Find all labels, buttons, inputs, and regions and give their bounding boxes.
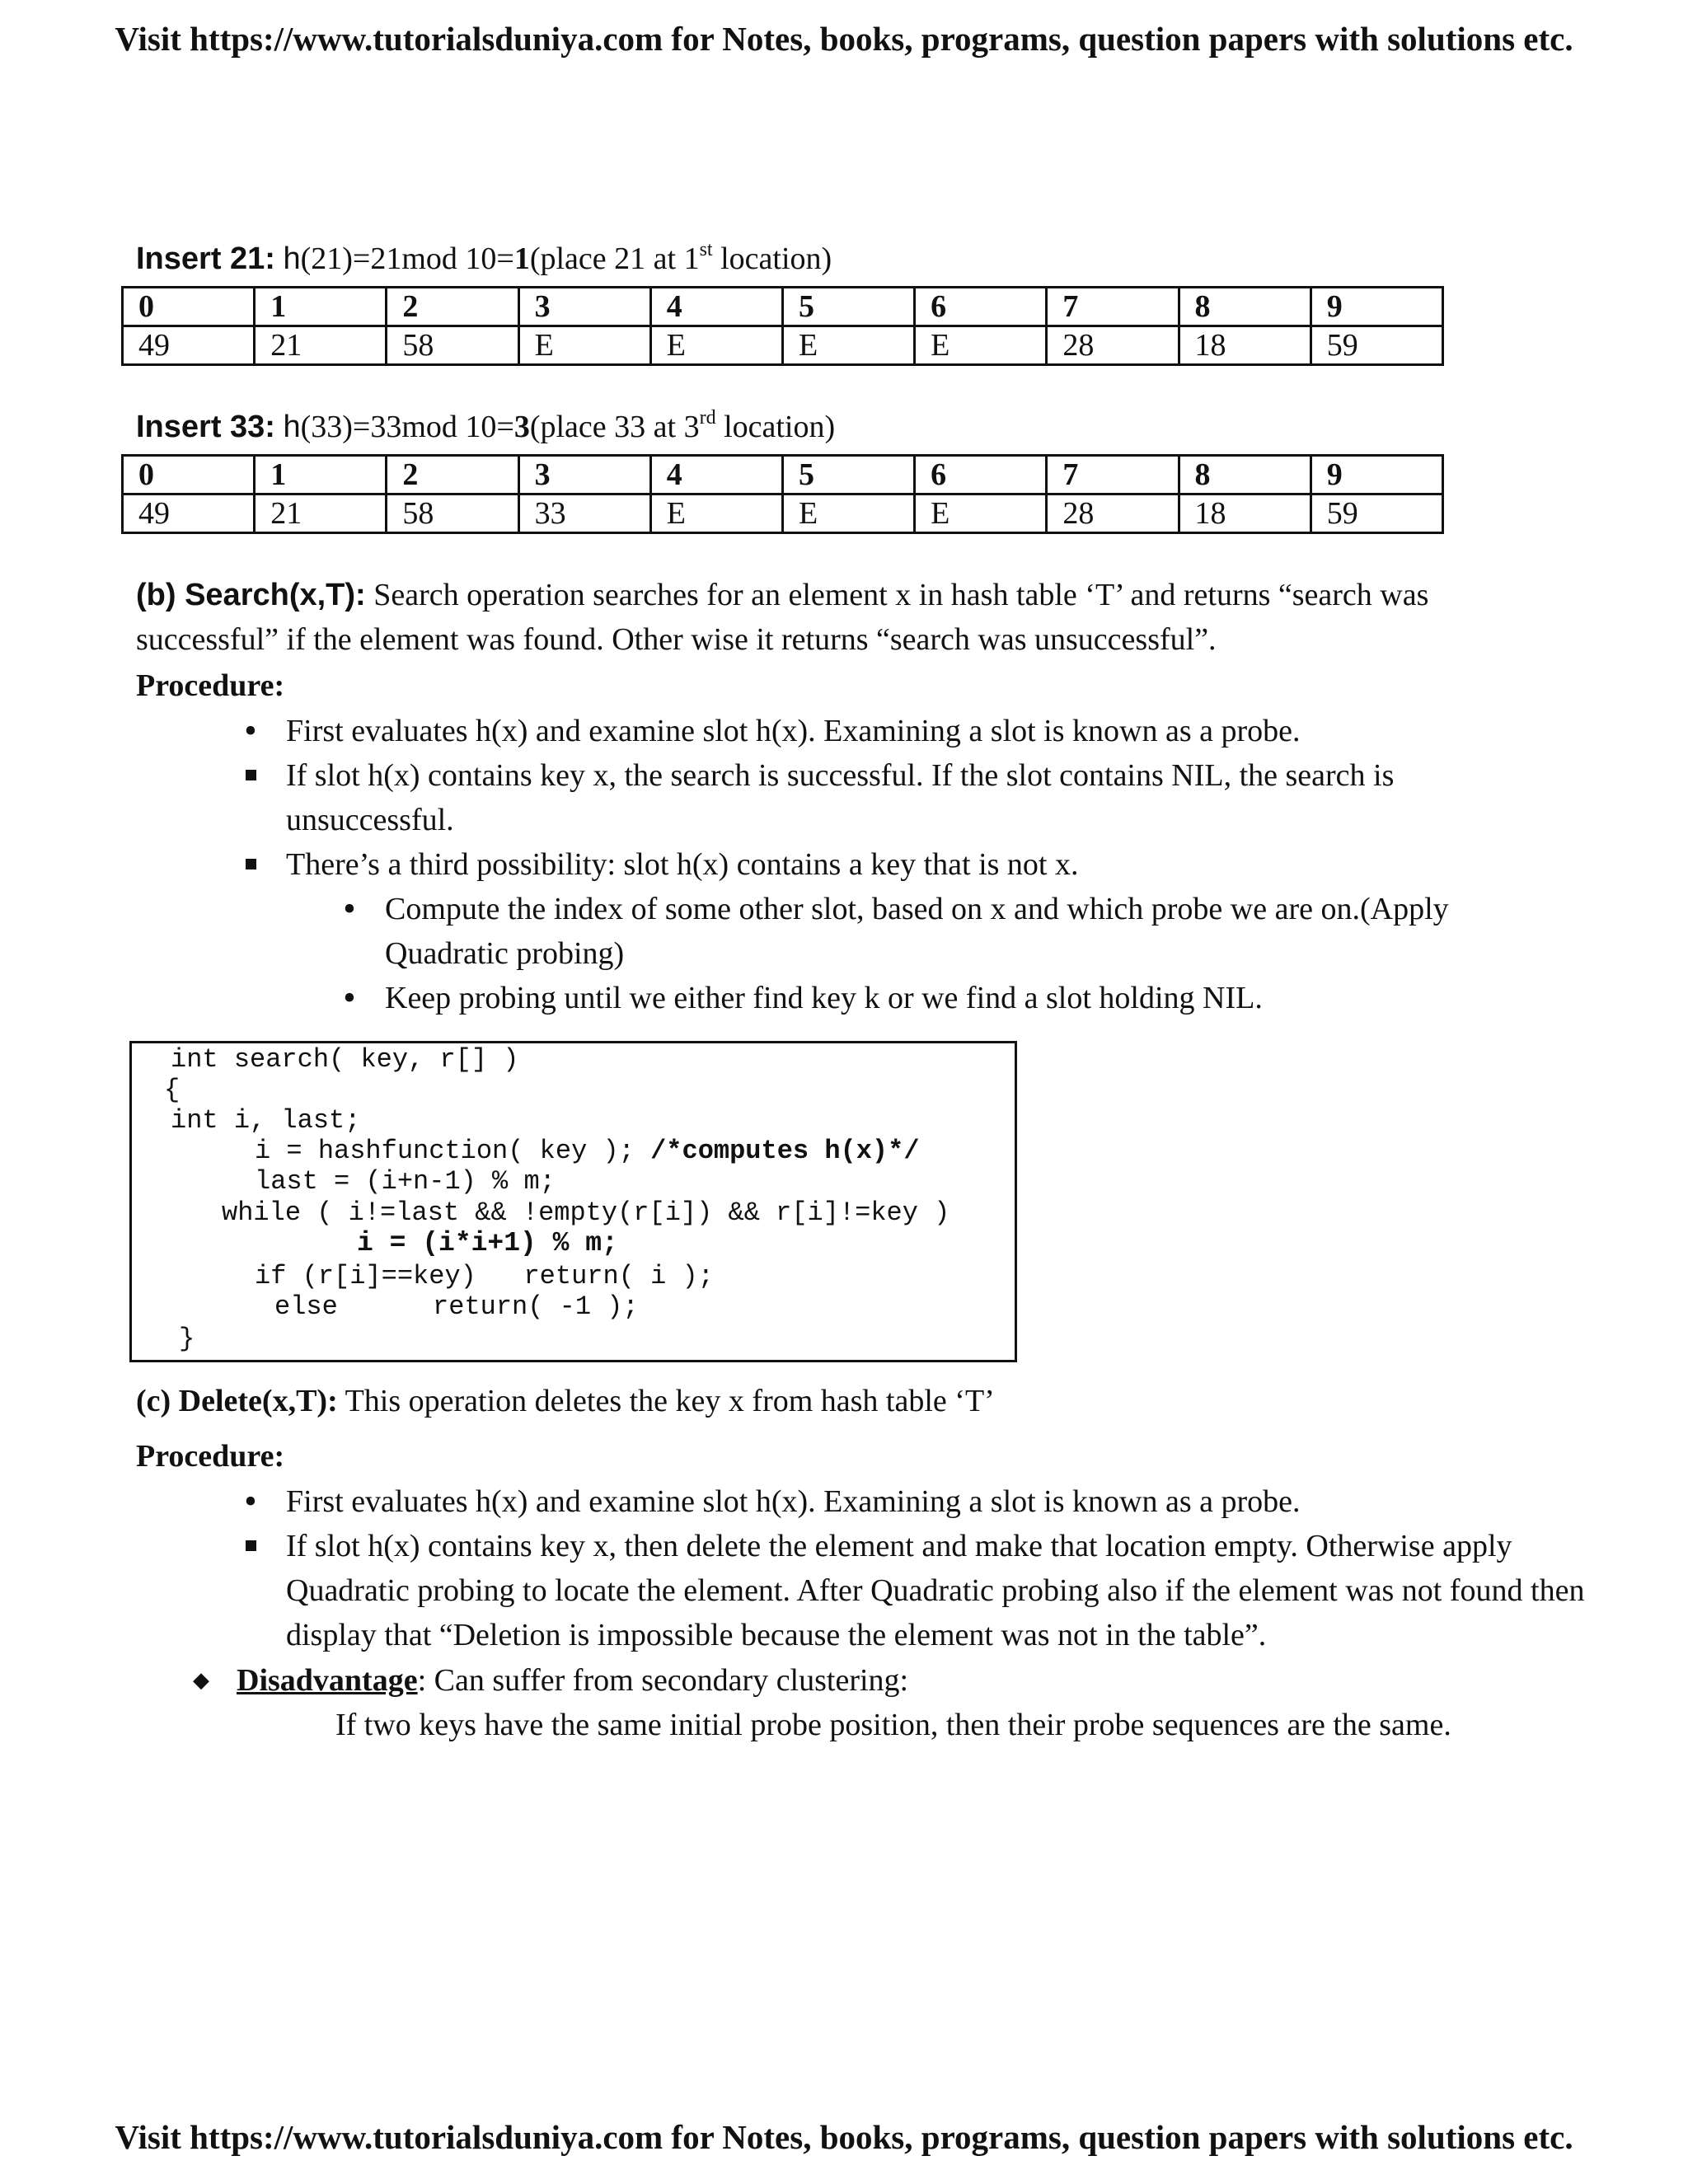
table-cell: 7 xyxy=(1047,456,1179,494)
delete-bullet-list xyxy=(286,1479,1588,1657)
code-line: { xyxy=(164,1075,181,1105)
bullet-square-icon xyxy=(238,842,263,887)
disadvantage-list xyxy=(237,1658,1555,1703)
code-line: else return( -1 ); xyxy=(274,1291,639,1322)
table-cell: 6 xyxy=(915,288,1047,326)
insert-33-h: h xyxy=(283,410,301,444)
table-row-index xyxy=(123,288,1443,326)
delete-text: This operation deletes the key x from hash table ‘T’ xyxy=(337,1384,995,1418)
search-description xyxy=(136,573,1488,662)
table-cell: 3 xyxy=(518,456,650,494)
list-item: • First evaluates h(x) and examine slot h(x). Examining a slot is known as a probe. xyxy=(286,1479,1588,1524)
list-item: • Keep probing until we either find key k or we find a slot holding NIL. xyxy=(385,976,1514,1020)
search-label: (b) Search(x,T): xyxy=(136,578,366,612)
table-cell: 0 xyxy=(123,456,255,494)
table-cell: 5 xyxy=(782,456,914,494)
bullet-dot-icon xyxy=(238,1479,263,1526)
table-cell: 6 xyxy=(915,456,1047,494)
table-cell: 7 xyxy=(1047,288,1179,326)
table-cell: E xyxy=(650,494,782,533)
bullet-square-icon xyxy=(238,1524,263,1568)
bullet-dot-icon xyxy=(238,709,263,755)
list-item: If slot h(x) contains key x, the search is successful. If the slot contains NIL, the search is unsuccessful. xyxy=(286,753,1498,842)
table-cell: 58 xyxy=(387,326,518,365)
table-cell: 18 xyxy=(1179,326,1311,365)
table-cell: 2 xyxy=(387,456,518,494)
table-cell: 58 xyxy=(387,494,518,533)
table-cell: 3 xyxy=(518,288,650,326)
code-line: if (r[i]==key) return( i ); xyxy=(255,1261,714,1291)
search-sub-bullet-list xyxy=(385,887,1514,1020)
table-cell: 4 xyxy=(650,456,782,494)
table-cell: 21 xyxy=(255,326,387,365)
table-cell: 49 xyxy=(123,494,255,533)
list-item: • Compute the index of some other slot, based on x and which probe we are on.(Apply Quadratic probing) xyxy=(385,887,1514,976)
insert-21-result: 1 xyxy=(513,241,530,276)
list-item: There’s a third possibility: slot h(x) contains a key that is not x. xyxy=(286,842,1498,887)
bullet-diamond-icon xyxy=(189,1658,213,1706)
insert-21-location: location) xyxy=(712,241,832,276)
table-cell: 1 xyxy=(255,456,387,494)
delete-description xyxy=(136,1379,1488,1423)
table-cell: 8 xyxy=(1179,288,1311,326)
code-line: i = (i*i+1) % m; xyxy=(357,1228,618,1258)
insert-33-sup: rd xyxy=(699,407,716,429)
bullet-dot-icon xyxy=(337,887,362,933)
insert-33-place: (place 33 at 3 xyxy=(529,410,700,444)
table-cell: E xyxy=(782,326,914,365)
table-cell: 49 xyxy=(123,326,255,365)
table-cell: 9 xyxy=(1311,456,1442,494)
table-cell: 28 xyxy=(1047,326,1179,365)
table-cell: 59 xyxy=(1311,494,1442,533)
header-banner: Visit https://www.tutorialsduniya.com for Notes, books, programs, question papers with solutions etc. xyxy=(115,20,1573,58)
insert-33-label: Insert 33: xyxy=(136,410,275,444)
disadvantage-label: Disadvantage xyxy=(237,1663,418,1698)
code-line: } xyxy=(179,1324,195,1354)
table-cell: 28 xyxy=(1047,494,1179,533)
bullet-dot-icon xyxy=(337,976,362,1022)
table-cell: 21 xyxy=(255,494,387,533)
table-cell: 2 xyxy=(387,288,518,326)
insert-21-formula: (21)=21mod 10= xyxy=(300,241,514,276)
table-row-values xyxy=(123,326,1443,365)
table-cell: E xyxy=(650,326,782,365)
code-comment: /*computes h(x)*/ xyxy=(650,1136,920,1166)
insert-21-sup: st xyxy=(699,239,713,260)
insert-33-formula: (33)=33mod 10= xyxy=(300,410,514,444)
code-line: int search( key, r[] ) xyxy=(171,1044,519,1075)
table-cell: 0 xyxy=(123,288,255,326)
insert-33-heading xyxy=(136,407,835,447)
list-item: • First evaluates h(x) and examine slot h(x). Examining a slot is known as a probe. xyxy=(286,709,1498,753)
table-cell: E xyxy=(518,326,650,365)
table-row-index xyxy=(123,456,1443,494)
table-cell: 4 xyxy=(650,288,782,326)
table-cell: 18 xyxy=(1179,494,1311,533)
insert-21-label: Insert 21: xyxy=(136,241,275,276)
insert-21-h: h xyxy=(283,241,301,276)
search-procedure-label: Procedure: xyxy=(136,668,285,703)
table-cell: E xyxy=(915,326,1047,365)
table-cell: 8 xyxy=(1179,456,1311,494)
table-cell: 33 xyxy=(518,494,650,533)
table-cell: 9 xyxy=(1311,288,1442,326)
disadvantage-text: Can suffer from secondary clustering: xyxy=(426,1663,909,1698)
hash-table-insert-21 xyxy=(121,286,1444,366)
list-item: If slot h(x) contains key x, then delete the element and make that location empty. Otherwise apply Quadratic probing to locate the element. After Quadratic probing also if the element was not found then display that “Deletion is impossible because the element was not in the table”. xyxy=(286,1524,1588,1657)
code-line: i = hashfunction( key ); /*computes h(x)*/ xyxy=(255,1136,920,1166)
footer-banner: Visit https://www.tutorialsduniya.com for Notes, books, programs, question papers with solutions etc. xyxy=(115,2118,1573,2156)
table-row-values xyxy=(123,494,1443,533)
disadvantage-detail: If two keys have the same initial probe position, then their probe sequences are the same. xyxy=(335,1708,1451,1742)
insert-21-place: (place 21 at 1 xyxy=(529,241,700,276)
bullet-square-icon xyxy=(238,753,263,798)
code-line: last = (i+n-1) % m; xyxy=(255,1166,556,1197)
delete-label: (c) Delete(x,T): xyxy=(136,1384,338,1418)
code-line: while ( i!=last && !empty(r[i]) && r[i]!=key ) xyxy=(222,1197,950,1228)
code-line: int i, last; xyxy=(171,1105,361,1136)
search-text: Search operation searches for an element x in hash table ‘T’ and returns “search was successful” if the element was found. Other wise it returns “search was unsuccessful”. xyxy=(136,578,1429,657)
delete-procedure-label: Procedure: xyxy=(136,1439,285,1474)
table-cell: 5 xyxy=(782,288,914,326)
hash-table-insert-33 xyxy=(121,454,1444,534)
insert-33-location: location) xyxy=(715,410,836,444)
table-cell: E xyxy=(782,494,914,533)
table-cell: 59 xyxy=(1311,326,1442,365)
list-item: ◆ Disadvantage: Can suffer from secondary clustering: xyxy=(237,1658,1555,1703)
table-cell: 1 xyxy=(255,288,387,326)
insert-33-result: 3 xyxy=(513,410,530,444)
insert-21-heading xyxy=(136,239,832,279)
search-bullet-list xyxy=(286,709,1498,887)
table-cell: E xyxy=(915,494,1047,533)
